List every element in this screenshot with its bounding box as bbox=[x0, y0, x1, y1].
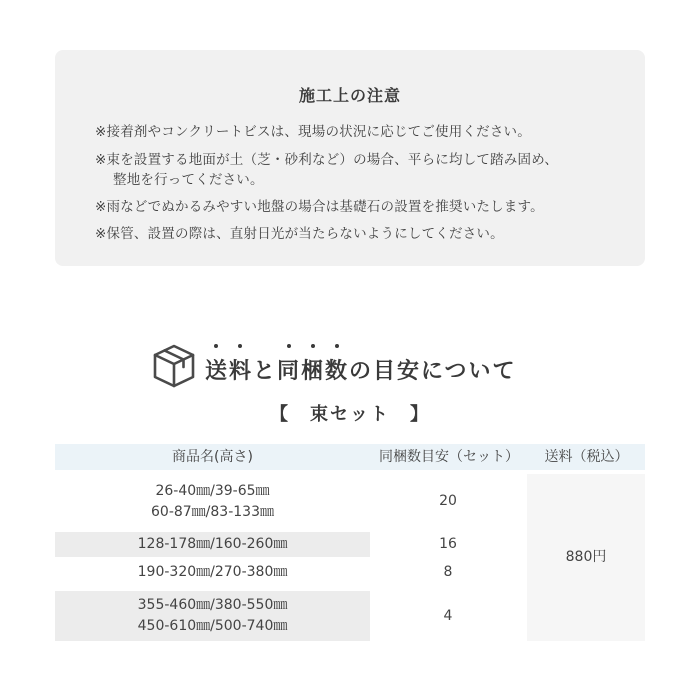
notice-line: ※雨などでぬかるみやすい地盤の場合は基礎石の設置を推奨いたします。 bbox=[95, 199, 544, 215]
product-size-line: 128-178㎜/160-260㎜ bbox=[137, 536, 288, 552]
box-icon bbox=[152, 343, 196, 389]
product-size-line: 450-610㎜/500-740㎜ bbox=[137, 618, 288, 634]
table-cell-quantity: 8 bbox=[443, 564, 453, 580]
notice-line: ※保管、設置の際は、直射日光が当たらないようにしてください。 bbox=[95, 226, 504, 242]
notice-line: ※接着剤やコンクリートビスは、現場の状況に応じてご使用ください。 bbox=[95, 124, 531, 140]
notice-line: ※束を設置する地面が土（芝・砂利など）の場合、平らに均して踏み固め、 bbox=[95, 152, 559, 168]
notice-line: 整地を行ってください。 bbox=[113, 172, 264, 188]
column-header-product: 商品名(高さ) bbox=[172, 449, 253, 465]
emphasis-dot bbox=[287, 344, 291, 348]
table-cell-quantity: 20 bbox=[439, 493, 457, 509]
table-cell-shipping-price: 880円 bbox=[527, 474, 645, 641]
emphasis-dot bbox=[238, 344, 242, 348]
product-size-line: 355-460㎜/380-550㎜ bbox=[137, 597, 288, 613]
notice-title: 施工上の注意 bbox=[298, 86, 401, 105]
table-cell-quantity: 4 bbox=[443, 607, 453, 624]
table-cell-product bbox=[55, 591, 370, 641]
table-cell-product bbox=[55, 532, 370, 557]
product-size-line: 190-320㎜/270-380㎜ bbox=[137, 564, 288, 580]
column-header-quantity: 同梱数目安（セット） bbox=[379, 449, 519, 465]
emphasis-dot bbox=[335, 344, 339, 348]
product-size-line: 60-87㎜/83-133㎜ bbox=[151, 503, 274, 520]
table-cell-product bbox=[55, 559, 370, 586]
table-cell-quantity: 16 bbox=[439, 536, 457, 552]
emphasis-dot bbox=[311, 344, 315, 348]
table-header bbox=[55, 444, 645, 470]
product-size-line: 26-40㎜/39-65㎜ bbox=[155, 482, 270, 499]
set-label: 【 束セット 】 bbox=[270, 404, 430, 425]
column-header-shipping: 送料（税込） bbox=[544, 449, 629, 465]
shipping-title: 送料と同梱数の目安について bbox=[205, 359, 517, 384]
construction-notice-box bbox=[55, 50, 645, 266]
emphasis-dot bbox=[214, 344, 218, 348]
shipping-heading bbox=[150, 340, 570, 400]
table-cell-product bbox=[55, 474, 370, 529]
